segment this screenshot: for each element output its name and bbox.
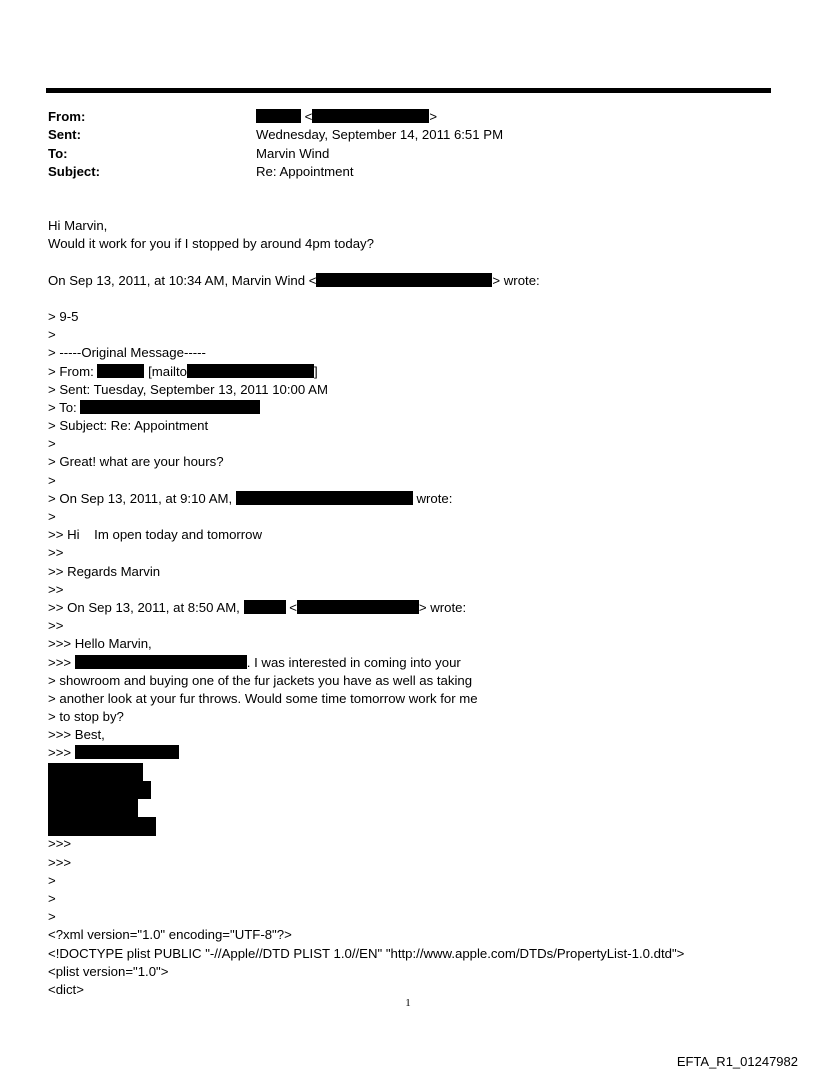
- line-text: [mailto: [148, 363, 187, 379]
- line-text: > From:: [48, 363, 94, 379]
- body-line: [48, 272, 778, 290]
- line-text: > On Sep 13, 2011, at 9:10 AM,: [48, 490, 233, 506]
- body-line: >: [48, 327, 56, 343]
- redacted-line: [48, 763, 778, 781]
- body-line: >: [48, 472, 56, 488]
- redaction-box: [48, 817, 156, 835]
- redaction-box: [312, 109, 429, 123]
- line-text: > wrote:: [418, 599, 467, 615]
- bates-number: EFTA_R1_01247982: [676, 1054, 798, 1069]
- redaction-box: [244, 600, 286, 614]
- body-line: [48, 744, 778, 762]
- body-line: >>> Hello Marvin,: [48, 636, 152, 652]
- redacted-line: [48, 799, 778, 817]
- body-line: [48, 399, 778, 417]
- to-label: To:: [48, 145, 68, 161]
- line-text: > To:: [48, 399, 77, 415]
- to-value: Marvin Wind: [256, 145, 330, 161]
- body-line: >>: [48, 581, 64, 597]
- body-line: >> Regards Marvin: [48, 563, 161, 579]
- redaction-box: [75, 655, 247, 669]
- body-line: >: [48, 436, 56, 452]
- from-label: From:: [48, 109, 86, 124]
- body-line: > -----Original Message-----: [48, 345, 206, 361]
- body-line: >: [48, 509, 56, 524]
- redaction-box: [80, 400, 260, 414]
- body-line: >>: [48, 545, 64, 561]
- line-text: > wrote:: [492, 272, 540, 288]
- redaction-box: [236, 491, 413, 505]
- from-row: [48, 108, 768, 126]
- body-line: >: [48, 872, 56, 888]
- subject-value: Re: Appointment: [256, 164, 354, 180]
- body-line: <!DOCTYPE plist PUBLIC "-//Apple//DTD PLIST 1.0//EN" "http://www.apple.com/DTDs/PropertyList-1.0.dtd">: [48, 945, 685, 961]
- body-line: <plist version="1.0">: [48, 963, 169, 979]
- body-line: [48, 599, 778, 617]
- body-line: Hi Marvin,: [48, 218, 108, 233]
- line-text: . I was interested in coming into your: [246, 654, 461, 670]
- from-lt: <: [304, 109, 313, 124]
- body-line: > showroom and buying one of the fur jackets you have as well as taking: [48, 672, 473, 688]
- body-line: <?xml version="1.0" encoding="UTF-8"?>: [48, 927, 292, 943]
- line-text: ]: [313, 363, 318, 379]
- redaction-box: [97, 364, 144, 378]
- body-line: <dict>: [48, 981, 84, 997]
- sent-value: Wednesday, September 14, 2011 6:51 PM: [256, 127, 504, 143]
- body-line: >: [48, 909, 56, 925]
- redacted-line: [48, 781, 778, 799]
- line-text: >>>: [48, 654, 72, 670]
- redaction-box: [187, 364, 314, 378]
- from-value: [256, 108, 437, 126]
- line-text: On Sep 13, 2011, at 10:34 AM, Marvin Wind <: [48, 272, 317, 288]
- subject-label: Subject:: [48, 164, 101, 180]
- body-line: >>>: [48, 836, 72, 852]
- body-line: > another look at your fur throws. Would some time tomorrow work for me: [48, 690, 478, 706]
- sent-label: Sent:: [48, 127, 81, 143]
- body-line: [48, 490, 778, 508]
- blank-line: [48, 290, 778, 308]
- line-text: >> On Sep 13, 2011, at 8:50 AM,: [48, 599, 240, 615]
- body-line: >> Hi Im open today and tomorrow: [48, 527, 263, 543]
- body-line: > Subject: Re: Appointment: [48, 418, 209, 434]
- body-line: >>>: [48, 854, 72, 870]
- line-text: <: [289, 599, 297, 615]
- redaction-box: [297, 600, 419, 614]
- body-line: >>> Best,: [48, 727, 105, 743]
- redaction-box: [75, 745, 179, 759]
- body-line: > to stop by?: [48, 709, 124, 725]
- body-line: [48, 363, 778, 381]
- redaction-box: [48, 799, 138, 817]
- redacted-line: [48, 817, 778, 835]
- redaction-box: [48, 781, 151, 799]
- body-line: > Great! what are your hours?: [48, 454, 224, 470]
- sent-row: [48, 126, 768, 144]
- header-rule: [46, 88, 771, 93]
- body-line: >: [48, 890, 56, 906]
- body-line: >>: [48, 618, 64, 634]
- body-line: > Sent: Tuesday, September 13, 2011 10:00 AM: [48, 381, 328, 397]
- redaction-box: [48, 763, 143, 781]
- to-row: [48, 145, 768, 163]
- redaction-box: [316, 273, 492, 287]
- email-header: [48, 108, 768, 182]
- body-line: > 9-5: [48, 308, 79, 324]
- body-line: Would it work for you if I stopped by around 4pm today?: [48, 236, 374, 252]
- redaction-box: [256, 109, 301, 123]
- page-number: 1: [405, 997, 411, 1009]
- from-gt: >: [429, 109, 438, 124]
- blank-line: [48, 253, 778, 271]
- subject-row: [48, 163, 768, 181]
- line-text: wrote:: [416, 490, 453, 506]
- line-text: >>>: [48, 745, 72, 761]
- body-line: [48, 654, 778, 672]
- email-body: [48, 217, 778, 999]
